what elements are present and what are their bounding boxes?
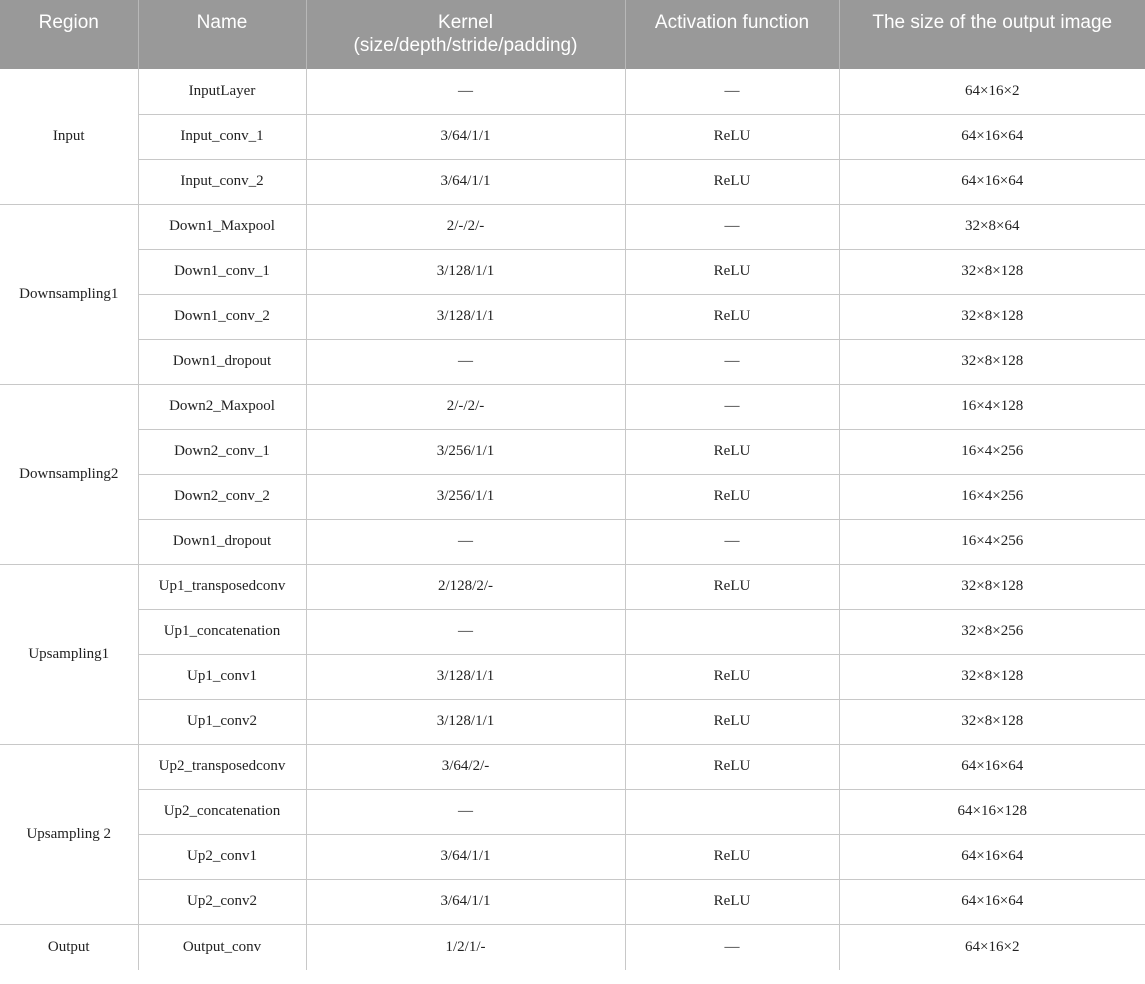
kernel-cell: 3/128/1/1 — [306, 699, 625, 744]
kernel-cell: 3/64/2/- — [306, 744, 625, 789]
kernel-cell: 3/64/1/1 — [306, 879, 625, 924]
layer-name-cell: Down1_dropout — [138, 519, 306, 564]
table-row — [0, 159, 1145, 204]
kernel-cell: 3/64/1/1 — [306, 159, 625, 204]
table-row — [0, 834, 1145, 879]
kernel-cell: 3/256/1/1 — [306, 429, 625, 474]
kernel-cell: 2/-/2/- — [306, 384, 625, 429]
layer-name-cell: Up2_transposedconv — [138, 744, 306, 789]
kernel-cell: — — [306, 789, 625, 834]
layer-name-cell: Down1_dropout — [138, 339, 306, 384]
activation-cell: — — [625, 384, 839, 429]
table-row — [0, 474, 1145, 519]
layer-name-cell: InputLayer — [138, 69, 306, 114]
output-size-cell: 64×16×2 — [839, 924, 1145, 970]
output-size-cell: 64×16×64 — [839, 159, 1145, 204]
header-region: Region — [0, 0, 138, 69]
activation-cell: ReLU — [625, 834, 839, 879]
table-row — [0, 564, 1145, 609]
output-size-cell: 32×8×128 — [839, 654, 1145, 699]
layer-name-cell: Down2_conv_2 — [138, 474, 306, 519]
kernel-cell: — — [306, 69, 625, 114]
table-row — [0, 384, 1145, 429]
kernel-cell: 2/128/2/- — [306, 564, 625, 609]
layer-name-cell: Output_conv — [138, 924, 306, 970]
layer-name-cell: Down2_Maxpool — [138, 384, 306, 429]
activation-cell — [625, 789, 839, 834]
activation-cell: ReLU — [625, 879, 839, 924]
header-output-size: The size of the output image — [839, 0, 1145, 69]
output-size-cell: 64×16×64 — [839, 744, 1145, 789]
activation-cell: ReLU — [625, 744, 839, 789]
table-row — [0, 789, 1145, 834]
layer-name-cell: Up2_conv1 — [138, 834, 306, 879]
output-size-cell: 32×8×128 — [839, 249, 1145, 294]
activation-cell: — — [625, 924, 839, 970]
output-size-cell: 32×8×128 — [839, 564, 1145, 609]
output-size-cell: 16×4×256 — [839, 474, 1145, 519]
kernel-cell: — — [306, 339, 625, 384]
header-activation: Activation function — [625, 0, 839, 69]
region-cell: Upsampling 2 — [0, 744, 138, 924]
output-size-cell: 16×4×256 — [839, 519, 1145, 564]
table-row — [0, 654, 1145, 699]
table-row — [0, 879, 1145, 924]
table-row — [0, 519, 1145, 564]
layer-name-cell: Up1_transposedconv — [138, 564, 306, 609]
kernel-cell: 3/64/1/1 — [306, 834, 625, 879]
kernel-cell: 3/128/1/1 — [306, 249, 625, 294]
kernel-cell: 3/256/1/1 — [306, 474, 625, 519]
layer-name-cell: Up1_concatenation — [138, 609, 306, 654]
header-name: Name — [138, 0, 306, 69]
table-header — [0, 0, 1145, 69]
table-row — [0, 609, 1145, 654]
layer-name-cell: Up2_conv2 — [138, 879, 306, 924]
activation-cell: ReLU — [625, 294, 839, 339]
activation-cell: ReLU — [625, 564, 839, 609]
table-row — [0, 699, 1145, 744]
layer-name-cell: Up2_concatenation — [138, 789, 306, 834]
activation-cell: — — [625, 339, 839, 384]
region-cell: Downsampling1 — [0, 204, 138, 384]
region-cell: Downsampling2 — [0, 384, 138, 564]
kernel-cell: — — [306, 609, 625, 654]
table-row — [0, 294, 1145, 339]
activation-cell: — — [625, 204, 839, 249]
layer-name-cell: Input_conv_2 — [138, 159, 306, 204]
table-row — [0, 744, 1145, 789]
table-row — [0, 429, 1145, 474]
region-cell: Output — [0, 924, 138, 970]
output-size-cell: 64×16×128 — [839, 789, 1145, 834]
output-size-cell: 16×4×128 — [839, 384, 1145, 429]
layer-name-cell: Up1_conv2 — [138, 699, 306, 744]
table-row — [0, 114, 1145, 159]
region-cell: Input — [0, 69, 138, 204]
activation-cell: ReLU — [625, 474, 839, 519]
activation-cell: ReLU — [625, 654, 839, 699]
output-size-cell: 32×8×256 — [839, 609, 1145, 654]
table-row — [0, 339, 1145, 384]
region-cell: Upsampling1 — [0, 564, 138, 744]
activation-cell: — — [625, 519, 839, 564]
output-size-cell: 32×8×64 — [839, 204, 1145, 249]
kernel-cell: 1/2/1/- — [306, 924, 625, 970]
table-body — [0, 69, 1145, 970]
table-row — [0, 249, 1145, 294]
output-size-cell: 64×16×64 — [839, 834, 1145, 879]
output-size-cell: 32×8×128 — [839, 699, 1145, 744]
layer-name-cell: Down2_conv_1 — [138, 429, 306, 474]
activation-cell: ReLU — [625, 699, 839, 744]
activation-cell: ReLU — [625, 249, 839, 294]
activation-cell: — — [625, 69, 839, 114]
output-size-cell: 64×16×2 — [839, 69, 1145, 114]
header-kernel: Kernel (size/depth/stride/padding) — [306, 0, 625, 69]
kernel-cell: 3/128/1/1 — [306, 294, 625, 339]
output-size-cell: 16×4×256 — [839, 429, 1145, 474]
output-size-cell: 32×8×128 — [839, 294, 1145, 339]
layer-name-cell: Up1_conv1 — [138, 654, 306, 699]
table-row — [0, 924, 1145, 970]
output-size-cell: 64×16×64 — [839, 114, 1145, 159]
layer-name-cell: Input_conv_1 — [138, 114, 306, 159]
kernel-cell: — — [306, 519, 625, 564]
header-row — [0, 0, 1145, 69]
layer-name-cell: Down1_Maxpool — [138, 204, 306, 249]
activation-cell: ReLU — [625, 114, 839, 159]
output-size-cell: 32×8×128 — [839, 339, 1145, 384]
activation-cell: ReLU — [625, 429, 839, 474]
table-row — [0, 204, 1145, 249]
layer-name-cell: Down1_conv_2 — [138, 294, 306, 339]
kernel-cell: 2/-/2/- — [306, 204, 625, 249]
activation-cell — [625, 609, 839, 654]
activation-cell: ReLU — [625, 159, 839, 204]
table-row — [0, 69, 1145, 114]
output-size-cell: 64×16×64 — [839, 879, 1145, 924]
kernel-cell: 3/128/1/1 — [306, 654, 625, 699]
kernel-cell: 3/64/1/1 — [306, 114, 625, 159]
layer-name-cell: Down1_conv_1 — [138, 249, 306, 294]
